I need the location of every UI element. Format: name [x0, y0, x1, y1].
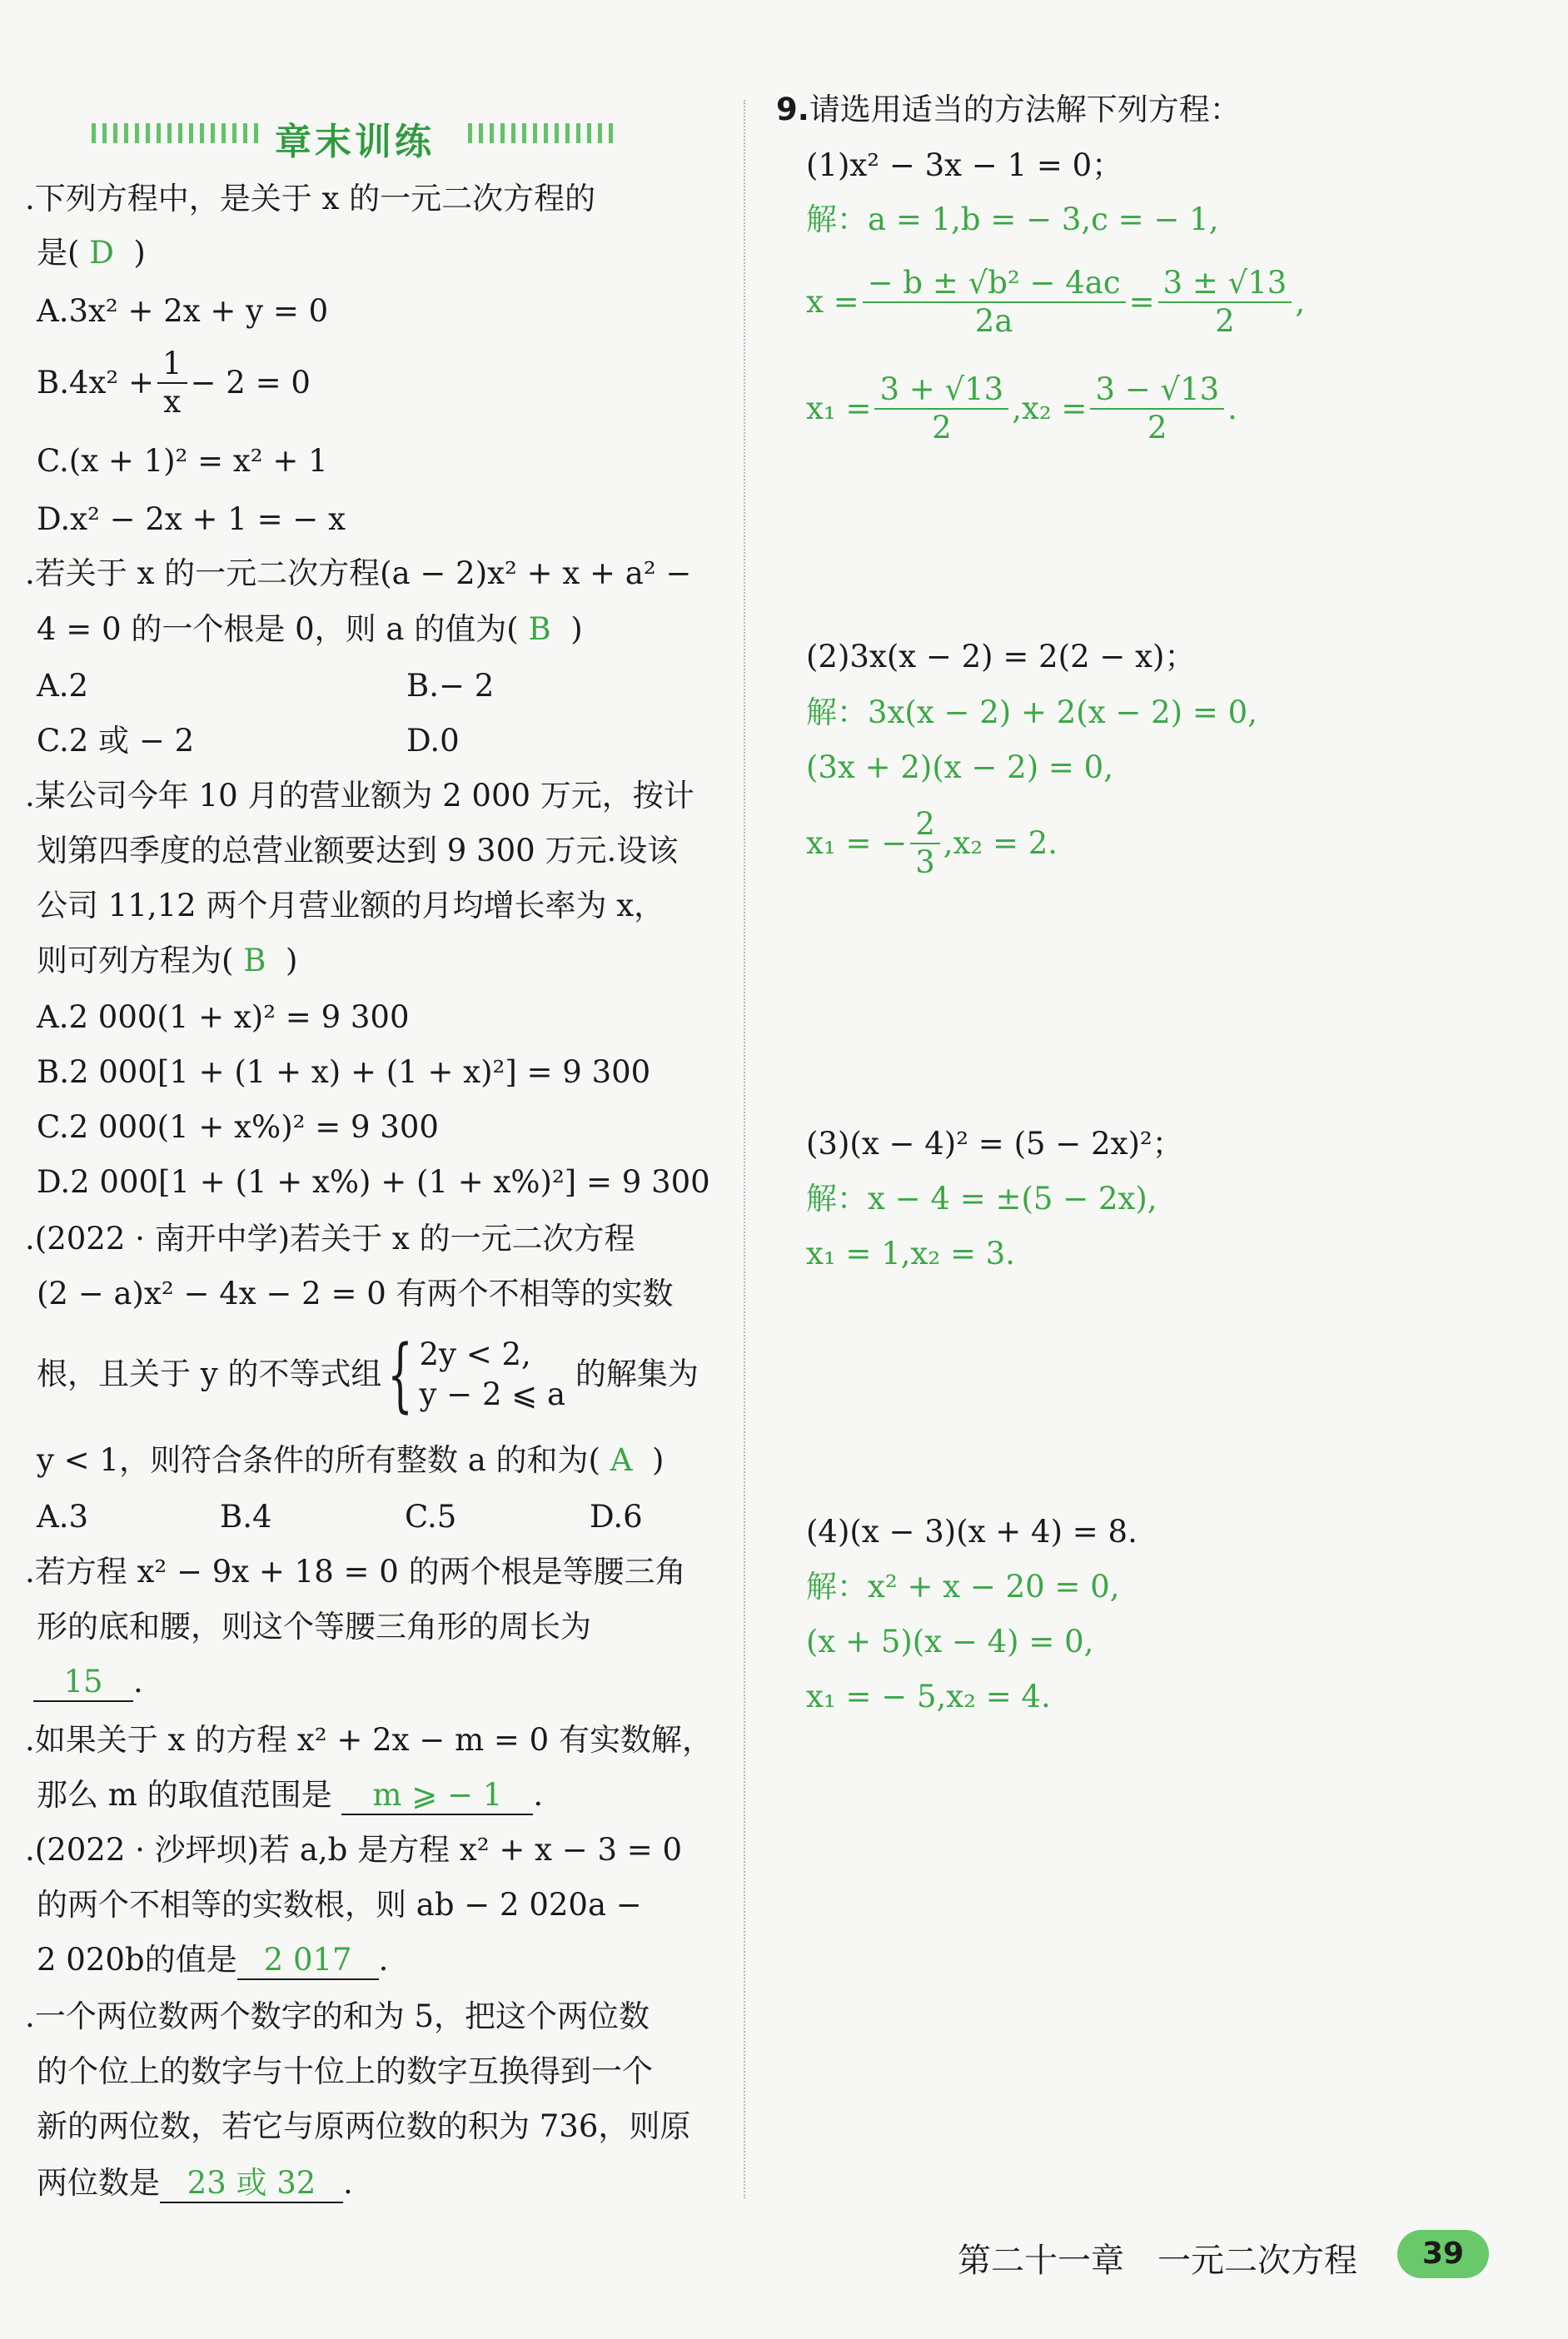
q9-part3-step1: 解：x − 4 = ±(5 − 2x),: [806, 1181, 1157, 1217]
q8-stem-line2: 的个位上的数字与十位上的数字互换得到一个: [37, 2053, 653, 2089]
q5-stem-line1: .若方程 x² − 9x + 18 = 0 的两个根是等腰三角: [25, 1554, 686, 1590]
header-dots-left: [92, 123, 265, 143]
q4-option-d: D.6: [590, 1499, 643, 1535]
q7-answer: 2 017: [237, 1942, 379, 1980]
q4-answer: A: [610, 1442, 633, 1478]
column-divider: [744, 100, 745, 2198]
q2-answer: B: [528, 611, 551, 647]
q9-part4-step3: x₁ = − 5,x₂ = 4.: [806, 1679, 1051, 1714]
q9-part2: (2)3x(x − 2) = 2(2 − x)；: [806, 639, 1196, 674]
q9-part1-step1: 解：a = 1,b = − 3,c = − 1,: [806, 202, 1219, 237]
q9-part4-step2: (x + 5)(x − 4) = 0,: [806, 1624, 1094, 1660]
inequality-system: 2y < 2, y − 2 ⩽ a: [419, 1336, 566, 1412]
q4-stem-line1: .(2022 · 南开中学)若关于 x 的一元二次方程: [25, 1221, 635, 1257]
section-header: [92, 107, 625, 165]
q6-answer: m ⩾ − 1: [341, 1777, 533, 1815]
q9-part2-step3: x₁ = − $\frac{2}{3}$ ,x₂ = 2.: [806, 806, 1058, 880]
q8-stem-line1: .一个两位数两个数字的和为 5，把这个两位数: [25, 1998, 650, 2034]
q3-answer: B: [243, 943, 266, 978]
q9-part4-step1: 解：x² + x − 20 = 0,: [806, 1569, 1120, 1605]
q4-option-b: B.4: [220, 1499, 272, 1535]
q7-stem-line2: 的两个不相等的实数根，则 ab − 2 020a −: [37, 1887, 642, 1923]
q6-stem-line1: .如果关于 x 的方程 x² + 2x − m = 0 有实数解，: [25, 1722, 713, 1758]
q9-part1-step3: x₁ = $\frac{3 + √13}{2}$ ,x₂ = $\frac{3 - √13}{2}$ .: [806, 371, 1237, 445]
q1-option-d: D.x² − 2x + 1 = − x: [37, 501, 346, 537]
q8-stem-line4: 两位数是 23 或 32 .: [37, 2163, 353, 2203]
q1-answer: D: [89, 235, 114, 271]
q8-answer: 23 或 32: [160, 2165, 343, 2203]
q4-stem-line4: y < 1，则符合条件的所有整数 a 的和为( A ): [37, 1442, 665, 1478]
q4-stem-line3: 根，且关于 y 的不等式组{ 2y < 2, y − 2 ⩽ a 的解集为: [37, 1327, 699, 1421]
q9-part1: (1)x² − 3x − 1 = 0；: [806, 147, 1123, 183]
page-number-badge: 39: [1397, 2230, 1489, 2278]
q9-part1-step2: x = $\frac{\text{− b ± √b² − 4ac}}{2a}$ = $\frac{3 \pm √13}{2}$ ,: [806, 265, 1306, 339]
q3-option-d: D.2 000[1 + (1 + x%) + (1 + x%)²] = 9 300: [37, 1164, 710, 1200]
section-title: 章末训练: [275, 121, 435, 163]
q9-number: 9.: [776, 92, 809, 127]
q3-stem-line1: .某公司今年 10 月的营业额为 2 000 万元，按计: [25, 778, 694, 814]
q1-option-a: A.3x² + 2x + y = 0: [37, 293, 329, 329]
q5-answer: 15: [33, 1664, 133, 1702]
q2-stem-line2: 4 = 0 的一个根是 0，则 a 的值为( B ): [37, 611, 583, 647]
q3-option-a: A.2 000(1 + x)² = 9 300: [37, 999, 410, 1035]
q5-answer-line: 15 .: [33, 1662, 143, 1702]
q2-option-c: C.2 或 − 2: [37, 723, 195, 759]
q9-part3-step2: x₁ = 1,x₂ = 3.: [806, 1236, 1016, 1272]
q3-option-c: C.2 000(1 + x%)² = 9 300: [37, 1109, 439, 1145]
inequality-brace: {: [387, 1327, 414, 1421]
q4-option-a: A.3: [37, 1499, 89, 1535]
chapter-footer: 第二十一章 一元二次方程: [958, 2242, 1357, 2280]
q9-part2-step1: 解：3x(x − 2) + 2(x − 2) = 0,: [806, 694, 1257, 730]
q4-option-c: C.5: [405, 1499, 457, 1535]
q3-stem-line3: 公司 11,12 两个月营业额的月均增长率为 x，: [37, 888, 665, 923]
q8-stem-line3: 新的两位数，若它与原两位数的积为 736，则原: [37, 2108, 691, 2144]
q1-option-b: B.4x² + $\frac{1}{x}$ − 2 = 0: [37, 346, 311, 420]
q3-stem-line2: 划第四季度的总营业额要达到 9 300 万元.设该: [37, 833, 679, 868]
q3-stem-line4: 则可列方程为( B ): [37, 943, 298, 978]
q6-stem-line2: 那么 m 的取值范围是 m ⩾ − 1 .: [37, 1775, 543, 1815]
q9-part4: (4)(x − 3)(x + 4) = 8.: [806, 1514, 1137, 1550]
q5-stem-line2: 形的底和腰，则这个等腰三角形的周长为: [37, 1609, 591, 1645]
q1-stem-line1: .下列方程中，是关于 x 的一元二次方程的: [25, 181, 596, 216]
q1-option-c: C.(x + 1)² = x² + 1: [37, 443, 328, 479]
q7-stem-line1: .(2022 · 沙坪坝)若 a,b 是方程 x² + x − 3 = 0: [25, 1832, 683, 1868]
q4-stem-line2: (2 − a)x² − 4x − 2 = 0 有两个不相等的实数: [37, 1276, 674, 1311]
q2-stem-line1: .若关于 x 的一元二次方程(a − 2)x² + x + a² −: [25, 555, 692, 591]
q7-stem-line3: 2 020b的值是 2 017 .: [37, 1940, 388, 1980]
q2-option-b: B.− 2: [406, 668, 495, 704]
q9-part2-step2: (3x + 2)(x − 2) = 0,: [806, 749, 1113, 785]
header-dots-right: [468, 123, 620, 143]
q3-option-b: B.2 000[1 + (1 + x) + (1 + x)²] = 9 300: [37, 1054, 651, 1090]
q1-stem-line2: 是( D ): [37, 235, 146, 271]
q9-part3: (3)(x − 4)² = (5 − 2x)²；: [806, 1126, 1183, 1162]
q9-stem: 9.请选用适当的方法解下列方程：: [776, 92, 1241, 127]
q2-option-a: A.2: [37, 668, 89, 704]
q2-option-d: D.0: [406, 723, 460, 759]
